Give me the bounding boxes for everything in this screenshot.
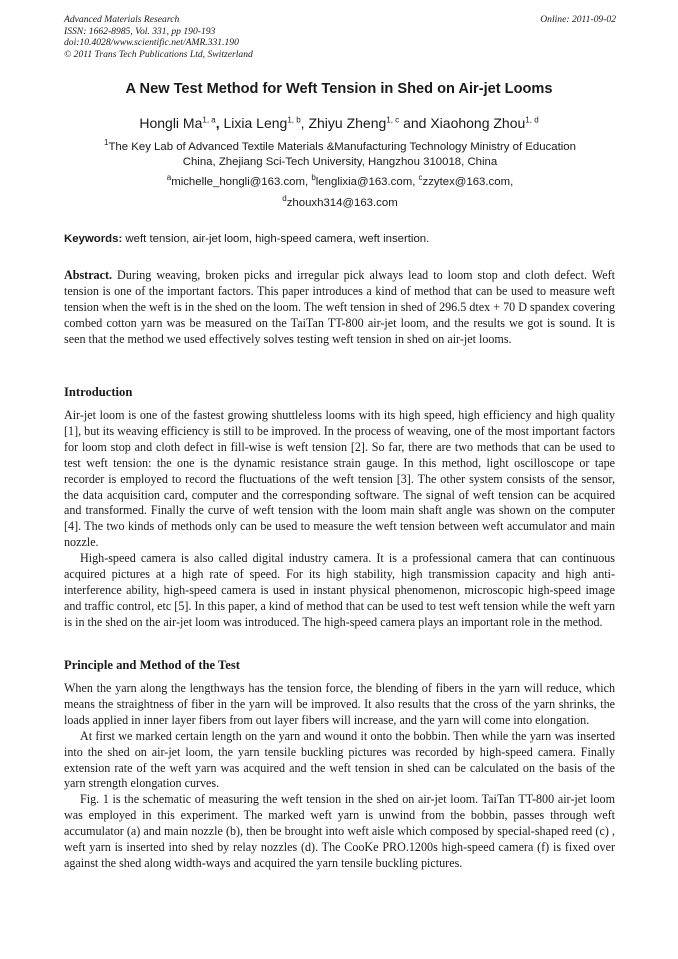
email-sup: d (282, 194, 287, 204)
introduction-heading: Introduction (64, 385, 133, 399)
affiliation (64, 140, 616, 170)
author-name: Lixia Leng (223, 115, 288, 131)
email-line-2 (64, 194, 616, 209)
journal-name: Advanced Materials Research (64, 14, 180, 25)
introduction-body (64, 408, 615, 631)
email-sup: a (166, 173, 172, 183)
email-line-1 (64, 173, 616, 188)
principle-body (64, 681, 615, 872)
author-sup: 1, b (287, 115, 301, 125)
paragraph: High-speed camera is also called digital industry camera. It is a professional camera that can continuous acquired pictures at a high rate of speed. For its high stability, high transmission capacity and high anti-interference ability, high-speed camera is used in instant physical phenomenon, microscopic high-speed image and traffic control, etc [5]. In this paper, a kind of method that can be used to test weft tension while the weft yarn is in the shed on the air-jet loom was introduced. The high-speed camera plays an important role in the method. (64, 551, 615, 629)
email-sup: b (311, 173, 316, 183)
paragraph: At first we marked certain length on the yarn and wound it onto the bobbin. Then while the yarn was inserted into the shed on air-jet loom, the yarn tensile buckling pictures was recorded by high-speed camera. Finally extension rate of the weft yarn was acquired and the weft tension in shed can be calculated on the basis of the yarn strength elongation curves. (64, 728, 615, 791)
paragraph: When the yarn along the lengthways has the tension force, the blending of fibers in the yarn will reduce, which means the straightness of fiber in the yarn will be improved. It also results that the cross of the yarn shrinks, the loads applied in inner layer fibers from out layer fibers will increase, and the yarn will come into elongation. (64, 681, 615, 727)
author-separator: , (215, 115, 224, 131)
author-separator: , (300, 115, 309, 131)
affiliation-sup: 1 (104, 138, 109, 148)
paragraph: Air-jet loom is one of the fastest growing shuttleless looms with its high speed, high efficiency and high quality [1], but its weaving efficiency is still to be improved. In the process of weaving, one of the most important factors for loom stop and cloth defect in fill-wise is weft tension [2]. So far, there are two methods that can be used to test weft tension: the one is the dynamic resistance strain gauge. In this method, light oscilloscope or tape recorder is employed to record the fluctuations of the weft tension [3]. The other system consists of the sensor, the data acquisition card, computer and the corresponding software. The signal of weft tension can be acquired and transformed. Finally the curve of weft tension with the loom main shaft angle was shown on the computer [4]. The two kinds of methods only can be used to measure the weft tension between weft accumulator and main nozzle. (64, 408, 615, 550)
keywords-label: Keywords: (64, 233, 123, 245)
paragraph: Fig. 1 is the schematic of measuring the weft tension in the shed on air-jet loom. TaiTan TT-800 air-jet loom was employed in this experiment. The marked weft yarn is unwind from the bobbin, passes through weft accumulator (a) and main nozzle (b), then be brought into weft aisle which composed by special-shaped reed (c) , weft yarn is inserted into shed by relay nozzles (d). The CooKe PRO.1200s high-speed camera (f) is fixed over against the shed along width-ways and acquired the yarn tensile buckling pictures. (64, 792, 615, 870)
email-address[interactable]: zhouxh314@163.com (286, 197, 398, 209)
abstract-text: During weaving, broken picks and irregular pick always lead to loom stop and cloth defect. Weft tension is one of the important factors. This paper introduces a kind of method that can be used to measure weft tension when the weft is in the shed on the loom. The weft tension in shed of 296.5 dtex + 70 D spandex covering combed cotton yarn was be measured on the TaiTan TT-800 air-jet loom, and the results we got is sound. It is seen that the method we used effectively solves testing weft tension in shed on air-jet looms. (64, 268, 615, 346)
affiliation-line-2: China, Zhejiang Sci-Tech University, Hangzhou 310018, China (182, 156, 498, 168)
email-address[interactable]: zzytex@163.com, (422, 176, 514, 188)
keywords (64, 233, 616, 245)
abstract-label: Abstract. (64, 268, 113, 282)
author-name: Zhiyu Zheng (308, 115, 387, 131)
author-list (0, 115, 678, 131)
doi-link[interactable]: doi:10.4028/www.scientific.net/AMR.331.190 (64, 37, 239, 49)
paper-title: A New Test Method for Weft Tension in Shed on Air-jet Looms (125, 81, 553, 97)
principle-heading: Principle and Method of the Test (64, 658, 240, 672)
author-separator: and (399, 115, 431, 131)
keywords-text: weft tension, air-jet loom, high-speed camera, weft insertion. (122, 233, 430, 245)
publication-header (64, 14, 616, 60)
author-sup: 1, c (386, 115, 400, 125)
email-address[interactable]: michelle_hongli@163.com, (171, 176, 312, 188)
author-sup: 1, d (525, 115, 539, 125)
issn-line: ISSN: 1662-8985, Vol. 331, pp 190-193 (64, 25, 216, 37)
email-sup: c (418, 173, 423, 183)
author-sup: 1, a (202, 115, 216, 125)
online-date: Online: 2011-09-02 (540, 14, 616, 25)
author-name: Xiaohong Zhou (430, 115, 526, 131)
email-address[interactable]: lenglixia@163.com, (315, 176, 419, 188)
abstract (64, 268, 615, 348)
copyright-line: © 2011 Trans Tech Publications Ltd, Switzerland (64, 48, 253, 60)
author-name: Hongli Ma (139, 115, 203, 131)
affiliation-line-1: The Key Lab of Advanced Textile Materials &Manufacturing Technology Ministry of Education (108, 141, 576, 153)
